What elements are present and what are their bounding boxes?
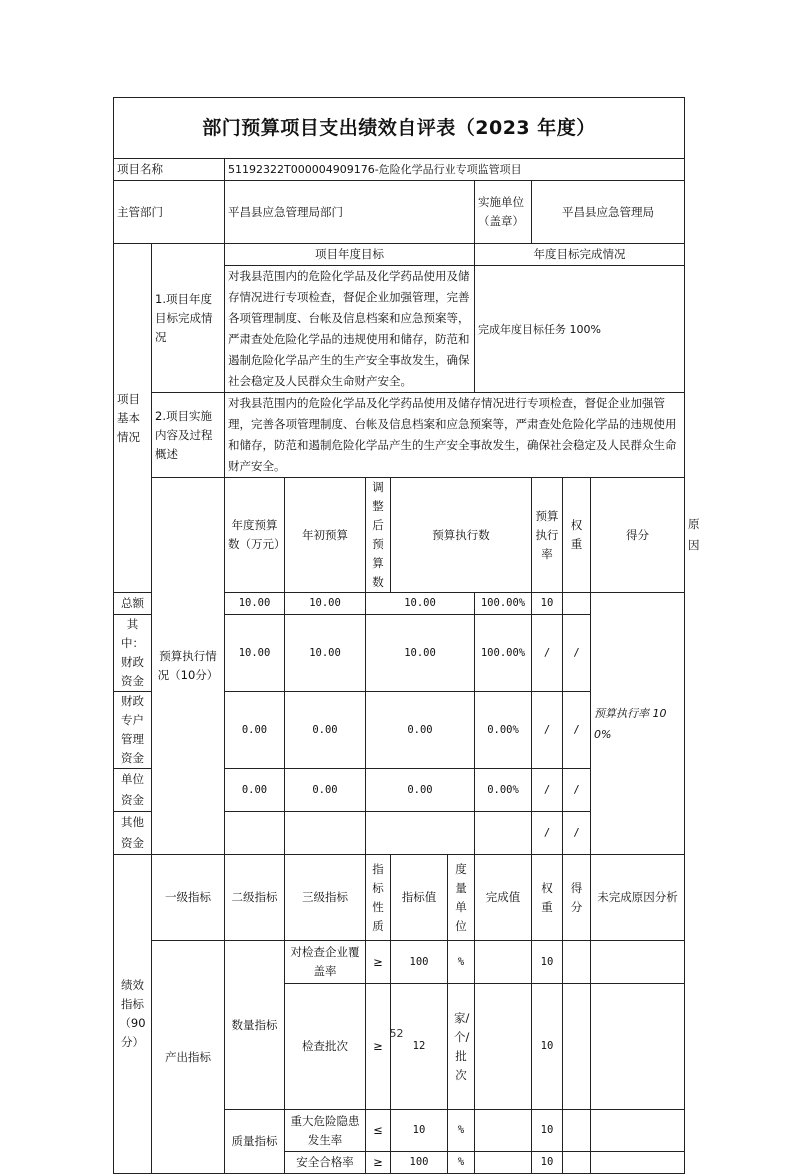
perf-header-level2: 二级指标 xyxy=(225,855,285,941)
budget-weight: / xyxy=(532,812,563,855)
perf-reason xyxy=(591,1152,685,1174)
perf-unit: % xyxy=(448,941,475,984)
budget-score: / xyxy=(563,615,591,692)
budget-adjusted: 0.00 xyxy=(285,692,366,769)
perf-score xyxy=(563,1110,591,1152)
perf-header-nature: 指标性质 xyxy=(366,855,391,941)
budget-score: / xyxy=(563,769,591,812)
perf-header-unit: 度量单位 xyxy=(448,855,475,941)
perf-level2: 质量指标 xyxy=(225,1110,285,1174)
budget-initial: 0.00 xyxy=(225,769,285,812)
budget-initial: 10.00 xyxy=(225,615,285,692)
budget-row-name: 单位资金 xyxy=(114,769,152,812)
project-name-value: 51192322T000004909176-危险化学品行业专项监管项目 xyxy=(225,159,685,181)
budget-adjusted: 10.00 xyxy=(285,593,366,615)
evaluation-table xyxy=(113,97,700,1174)
budget-adjusted xyxy=(285,812,366,855)
budget-score: / xyxy=(563,692,591,769)
perf-weight: 10 xyxy=(532,984,563,1110)
perf-nature: ≥ xyxy=(366,1152,391,1174)
title-row xyxy=(114,98,685,159)
perf-value: 12 xyxy=(391,984,448,1110)
perf-header-weight: 权重 xyxy=(532,855,563,941)
perf-level3: 对检查企业覆盖率 xyxy=(285,941,366,984)
budget-adjusted: 10.00 xyxy=(285,615,366,692)
performance-row xyxy=(114,941,685,984)
perf-header-level1: 一级指标 xyxy=(152,855,225,941)
budget-rate: 0.00% xyxy=(475,692,532,769)
budget-executed: 0.00 xyxy=(366,769,475,812)
goal-text: 对我县范围内的危险化学品及化学药品使用及储存情况进行专项检查，督促企业加强管理，完善各项管理制度、台帐及信息档案和应急预案等，严肃查处危险化学品的违规使用和储存，防范和遏制危险化学品产生的生产安全事故发生，确保社会稳定及人民群众生命财产安全。 xyxy=(225,266,475,393)
budget-adjusted: 0.00 xyxy=(285,769,366,812)
project-name-label: 项目名称 xyxy=(114,159,225,181)
budget-row-name: 其中：财政资金 xyxy=(114,615,152,692)
perf-value: 10 xyxy=(391,1110,448,1152)
perf-header-score: 得分 xyxy=(563,855,591,941)
perf-nature: ≥ xyxy=(366,984,391,1110)
perf-header-level3: 三级指标 xyxy=(285,855,366,941)
budget-header-row: 预算执行情况（10分） 年度预算数（万元） 年初预算 调整后预算数 预算执行数 预算执行率 权重 得分 原因 xyxy=(114,478,685,593)
impl-row xyxy=(114,393,685,478)
budget-rate: 0.00% xyxy=(475,769,532,812)
perf-score xyxy=(563,984,591,1110)
budget-score xyxy=(563,593,591,615)
project-name-row xyxy=(114,159,685,181)
form-title: 部门预算项目支出绩效自评表（2023 年度） xyxy=(114,98,685,159)
impl-unit-value: 平昌县应急管理局 xyxy=(532,181,685,244)
budget-header-executed: 预算执行数 xyxy=(391,478,532,593)
perf-header-actual: 完成值 xyxy=(475,855,532,941)
perf-level2: 数量指标 xyxy=(225,941,285,1110)
perf-actual xyxy=(475,984,532,1110)
budget-rate: 100.00% xyxy=(475,615,532,692)
budget-row-name: 其他资金 xyxy=(114,812,152,855)
budget-executed xyxy=(366,812,475,855)
budget-executed: 10.00 xyxy=(366,593,475,615)
completion-header: 年度目标完成情况 xyxy=(475,244,685,266)
budget-rate xyxy=(475,812,532,855)
perf-weight: 10 xyxy=(532,1110,563,1152)
budget-header-rate: 预算执行率 xyxy=(532,478,563,593)
goal-header: 项目年度目标 xyxy=(225,244,475,266)
budget-initial xyxy=(225,812,285,855)
budget-header-score: 得分 xyxy=(591,478,685,593)
department-row xyxy=(114,181,685,244)
perf-reason xyxy=(591,941,685,984)
budget-row-name: 财政专户管理资金 xyxy=(114,692,152,769)
perf-unit: % xyxy=(448,1110,475,1152)
performance-header-row xyxy=(114,855,685,941)
perf-reason xyxy=(591,984,685,1110)
perf-nature: ≥ xyxy=(366,941,391,984)
basic-section-label: 项目基本情况 xyxy=(114,244,152,593)
budget-reason: 预算执行率 100% xyxy=(591,593,685,855)
budget-executed: 0.00 xyxy=(366,692,475,769)
budget-weight: / xyxy=(532,615,563,692)
perf-unit: 家/个/批次 xyxy=(448,984,475,1110)
perf-value: 100 xyxy=(391,941,448,984)
completion-text: 完成年度目标任务 100% xyxy=(475,266,685,393)
supervisor-label: 主管部门 xyxy=(114,181,225,244)
budget-weight: / xyxy=(532,692,563,769)
perf-nature: ≤ xyxy=(366,1110,391,1152)
budget-header-weight: 权重 xyxy=(563,478,591,593)
budget-initial: 10.00 xyxy=(225,593,285,615)
perf-weight: 10 xyxy=(532,1152,563,1174)
perf-level3: 重大危险隐患发生率 xyxy=(285,1110,366,1152)
perf-header-value: 指标值 xyxy=(391,855,448,941)
page-number: 52 xyxy=(389,1027,404,1040)
budget-header-name: 年度预算数（万元） xyxy=(225,478,285,593)
impl-unit-label: 实施单位（盖章） xyxy=(475,181,532,244)
budget-initial: 0.00 xyxy=(225,692,285,769)
perf-reason xyxy=(591,1110,685,1152)
budget-executed: 10.00 xyxy=(366,615,475,692)
impl-text: 对我县范围内的危险化学品及化学药品使用及储存情况进行专项检查，督促企业加强管理，完善各项管理制度、台帐及信息档案和应急预案等，严肃查处危险化学品的违规使用和储存，防范和遏制危险化学品产生的生产安全事故发生，确保社会稳定及人民群众生命财产安全。 xyxy=(225,393,685,478)
perf-level3: 安全合格率 xyxy=(285,1152,366,1174)
budget-rate: 100.00% xyxy=(475,593,532,615)
perf-level1: 产出指标 xyxy=(152,941,225,1174)
perf-unit: % xyxy=(448,1152,475,1174)
budget-score: / xyxy=(563,812,591,855)
perf-actual xyxy=(475,941,532,984)
goal-header-row xyxy=(114,244,685,266)
goal-label: 1.项目年度目标完成情况 xyxy=(152,244,225,393)
budget-header-adjusted: 调整后预算数 xyxy=(366,478,391,593)
perf-value: 100 xyxy=(391,1152,448,1174)
performance-section-label: 绩效指标（90分） xyxy=(114,855,152,1174)
perf-actual xyxy=(475,1152,532,1174)
perf-level3: 检查批次 xyxy=(285,984,366,1110)
perf-score xyxy=(563,1152,591,1174)
perf-actual xyxy=(475,1110,532,1152)
budget-weight: / xyxy=(532,769,563,812)
perf-header-reason: 未完成原因分析 xyxy=(591,855,685,941)
supervisor-value: 平昌县应急管理局部门 xyxy=(225,181,475,244)
budget-row-name: 总额 xyxy=(114,593,152,615)
impl-label: 2.项目实施内容及过程概述 xyxy=(152,393,225,478)
self-evaluation-form xyxy=(113,97,700,1174)
budget-weight: 10 xyxy=(532,593,563,615)
perf-weight: 10 xyxy=(532,941,563,984)
perf-score xyxy=(563,941,591,984)
budget-header-initial: 年初预算 xyxy=(285,478,366,593)
budget-section-label: 预算执行情况（10分） xyxy=(152,478,225,855)
